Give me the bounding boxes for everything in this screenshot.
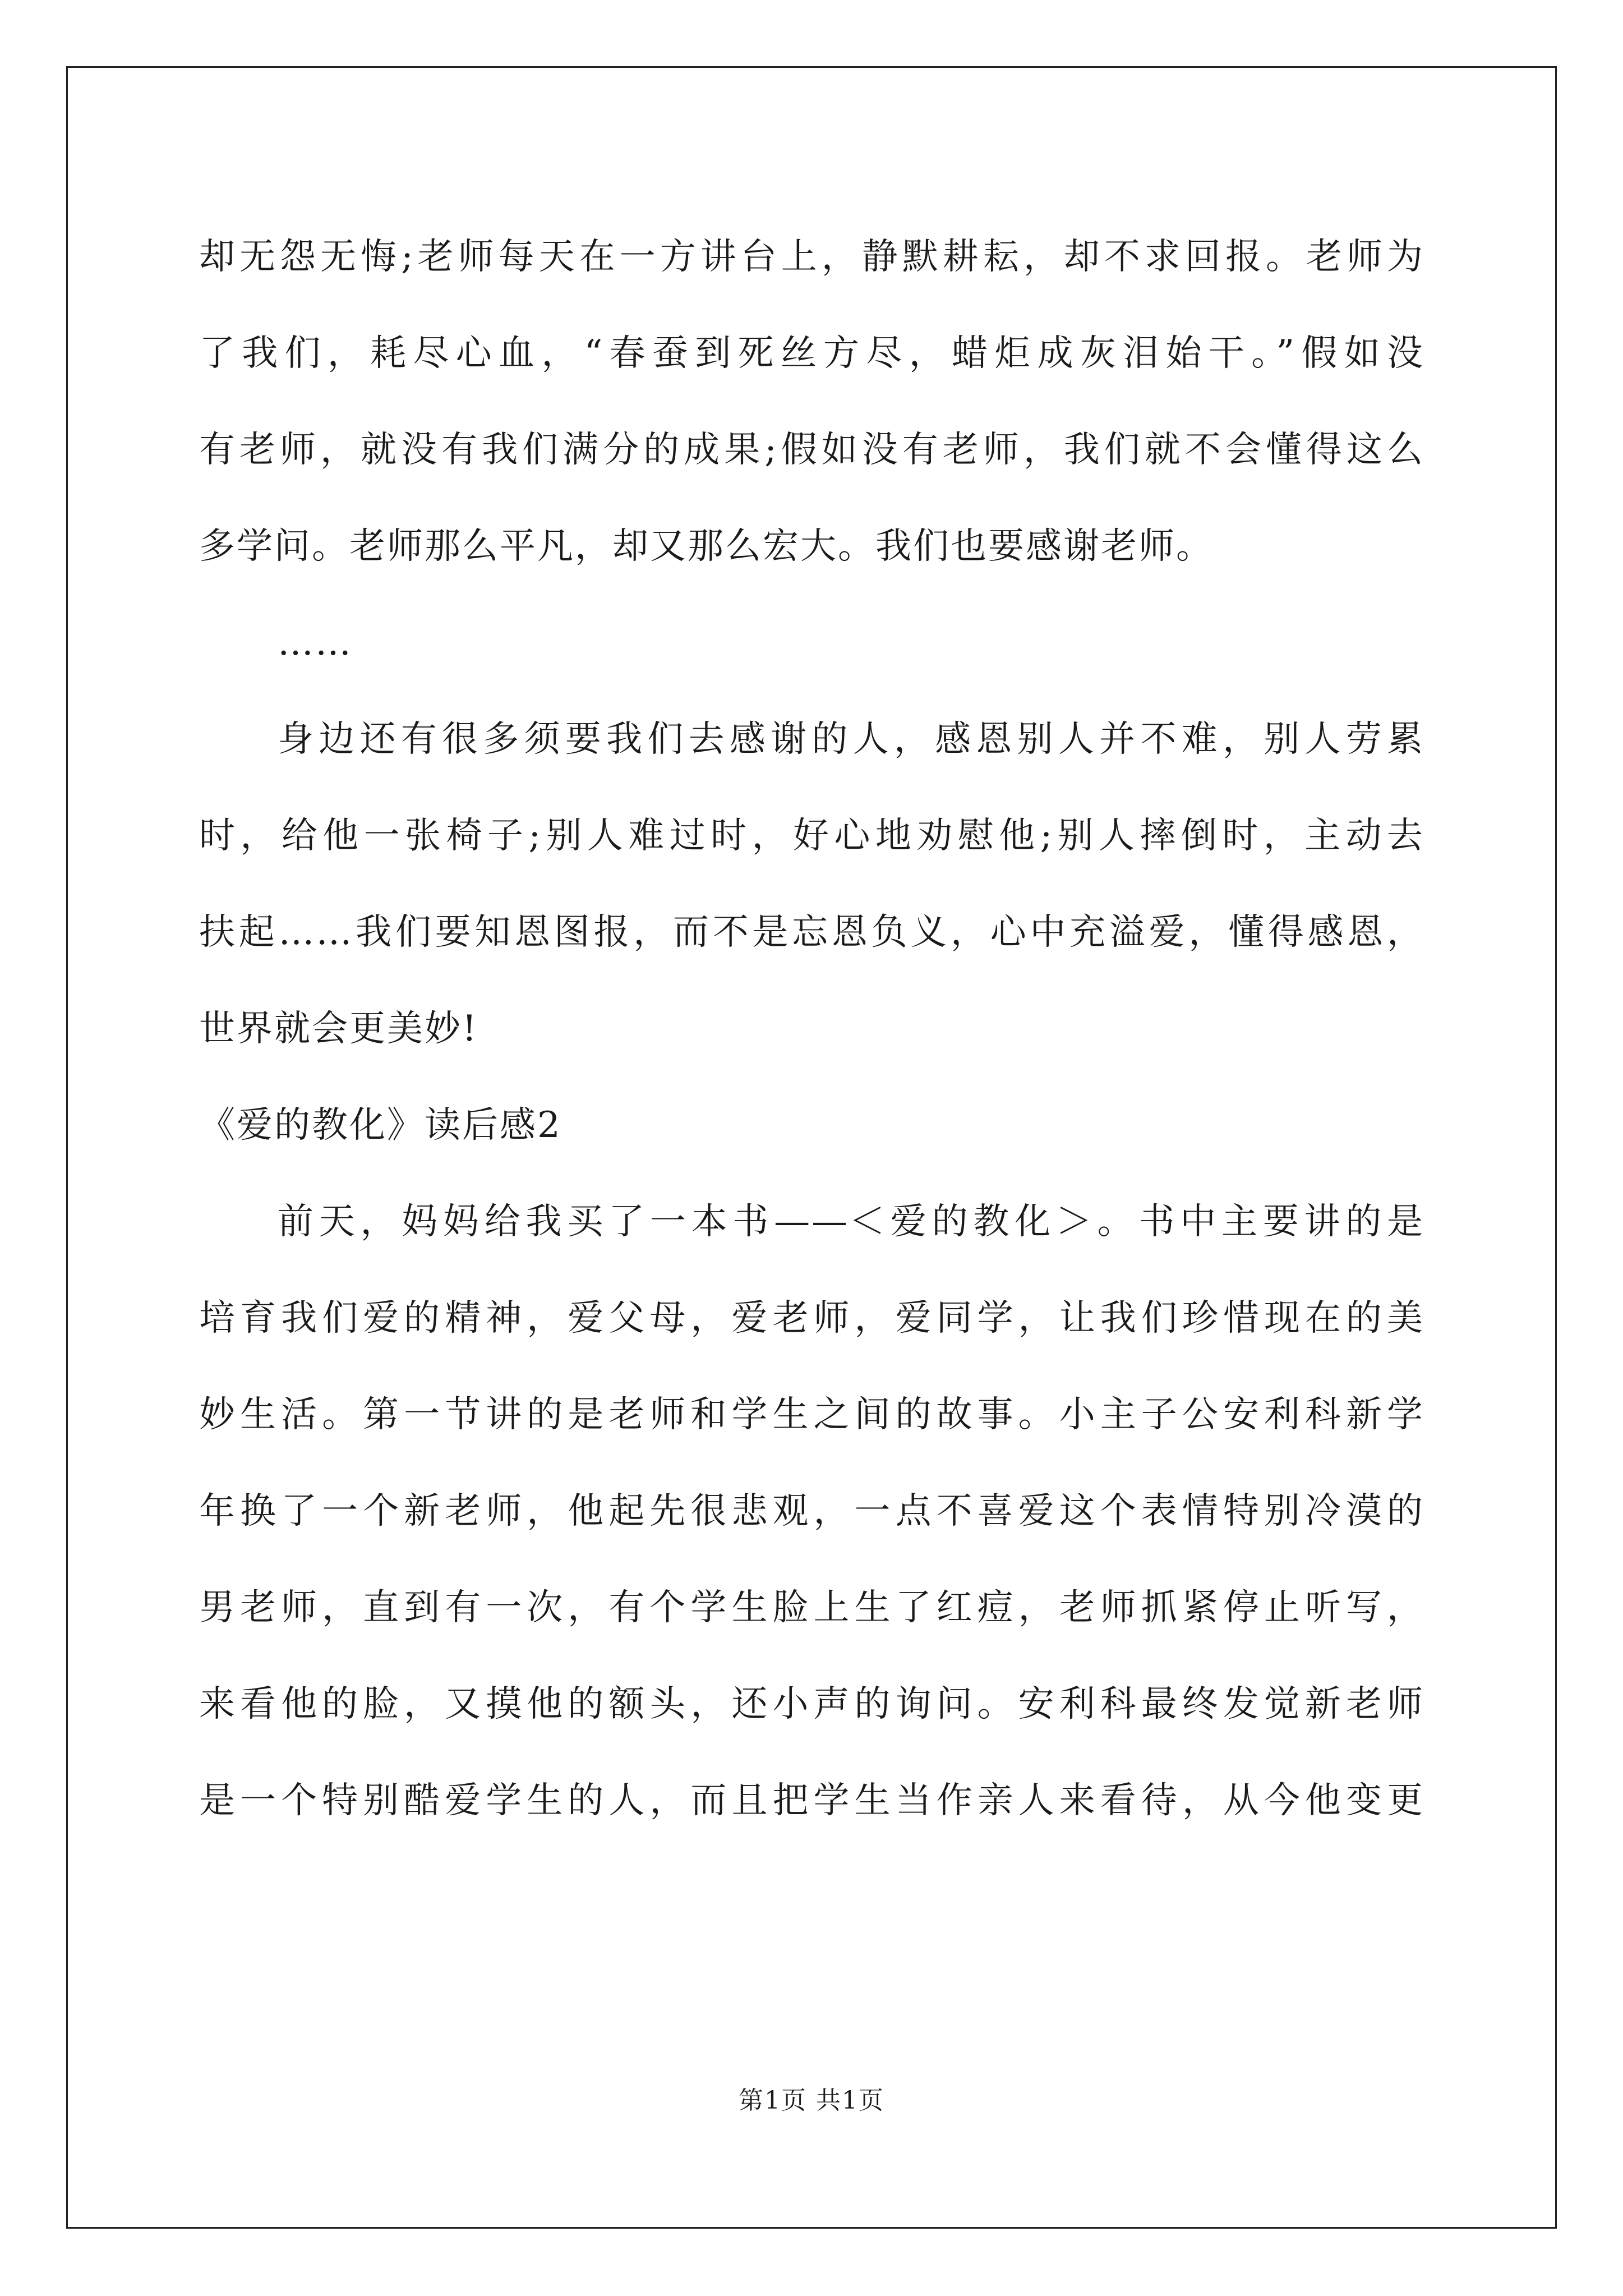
paragraph-line: 身边还有很多须要我们去感谢的人，感恩别人并不难，别人劳累 — [278, 719, 1424, 760]
paragraph-line: 扶起……我们要知恩图报，而不是忘恩负义，心中充溢爱，懂得感恩， — [199, 912, 1424, 953]
paragraph-line: 有老师，就没有我们满分的成果;假如没有老师，我们就不会懂得这么 — [199, 429, 1424, 471]
paragraph-line: 时，给他一张椅子;别人难过时，好心地劝慰他;别人摔倒时，主动去 — [199, 815, 1424, 857]
paragraph-line: 年换了一个新老师，他起先很悲观，一点不喜爱这个表情特别冷漠的 — [199, 1490, 1424, 1532]
section-heading: 《爱的教化》读后感2 — [199, 1105, 562, 1146]
document-body — [199, 209, 1424, 1849]
page-footer: 第1页 共1页 — [739, 2086, 884, 2115]
paragraph-line: 妙生活。第一节讲的是老师和学生之间的故事。小主子公安利科新学 — [199, 1394, 1424, 1435]
paragraph-line: 培育我们爱的精神，爱父母，爱老师，爱同学，让我们珍惜现在的美 — [199, 1297, 1424, 1339]
paragraph-line: 男老师，直到有一次，有个学生脸上生了红痘，老师抓紧停止听写， — [199, 1587, 1424, 1628]
paragraph-line: 前天，妈妈给我买了一本书——＜爱的教化＞。书中主要讲的是 — [278, 1201, 1424, 1243]
ellipsis-line: …… — [278, 622, 353, 664]
paragraph-line: 了我们，耗尽心血，“春蚕到死丝方尽，蜡炬成灰泪始干。”假如没 — [199, 333, 1424, 374]
paragraph-line: 是一个特别酷爱学生的人，而且把学生当作亲人来看待，从今他变更 — [199, 1780, 1424, 1821]
paragraph-line: 来看他的脸，又摸他的额头，还小声的询问。安利科最终发觉新老师 — [199, 1683, 1424, 1725]
paragraph-line: 却无怨无悔;老师每天在一方讲台上，静默耕耘，却不求回报。老师为 — [199, 236, 1424, 278]
paragraph-line: 世界就会更美妙! — [199, 1008, 478, 1050]
paragraph-line: 多学问。老师那么平凡，却又那么宏大。我们也要感谢老师。 — [199, 526, 1214, 567]
